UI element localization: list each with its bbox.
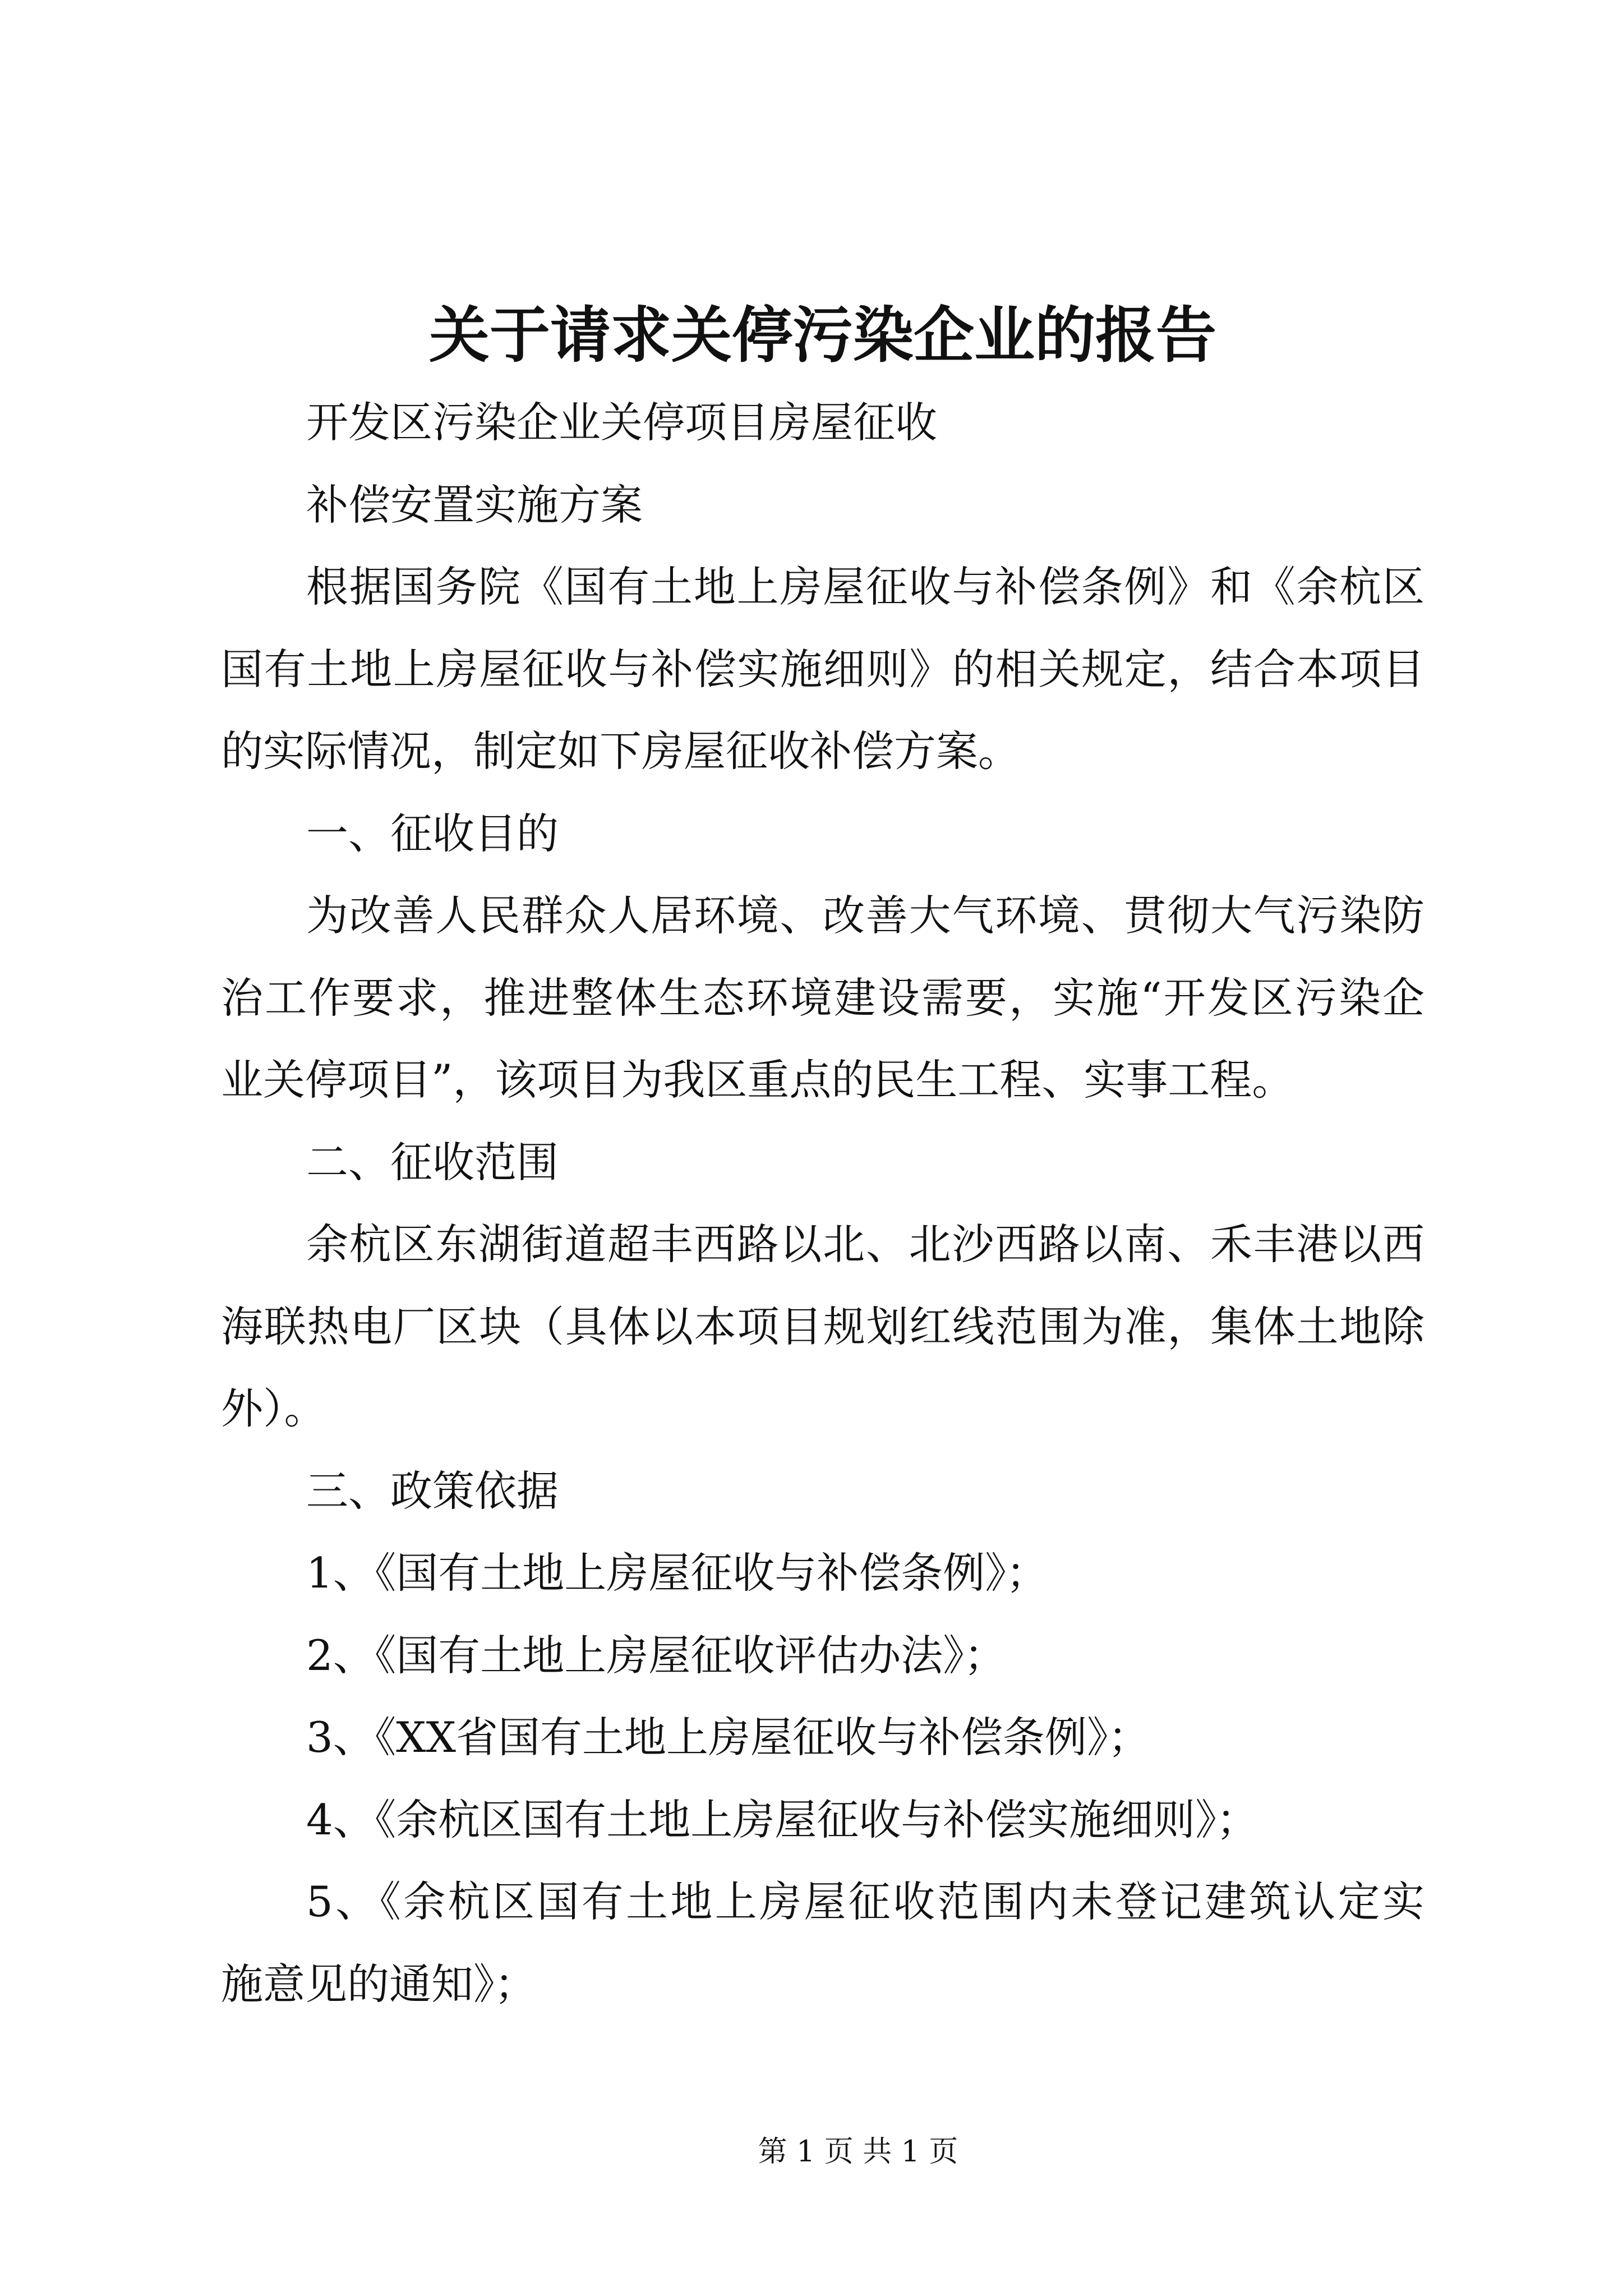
paragraph-line: 治工作要求，推进整体生态环境建设需要，实施“开发区污染企 — [221, 973, 1424, 1023]
paragraph-line: 余杭区东湖街道超丰西路以北、北沙西路以南、禾丰港以西 — [306, 1220, 1424, 1269]
section-heading: 二、征收范围 — [306, 1137, 559, 1187]
document-body — [221, 381, 1424, 2025]
paragraph-line: 海联热电厂区块（具体以本项目规划红线范围为准，集体土地除 — [221, 1301, 1424, 1351]
paragraph-line: 为改善人民群众人居环境、改善大气环境、贯彻大气污染防 — [306, 891, 1424, 940]
paragraph-line: 根据国务院《国有土地上房屋征收与补偿条例》和《余杭区 — [306, 562, 1424, 611]
policy-list-item: 1、《国有土地上房屋征收与补偿条例》； — [306, 1548, 1048, 1598]
section-heading-purpose — [221, 793, 1424, 875]
paragraph-line: 国有土地上房屋征收与补偿实施细则》的相关规定，结合本项目 — [221, 644, 1424, 694]
intro-paragraph — [221, 546, 1424, 793]
paragraph-line: 5、《余杭区国有土地上房屋征收范围内未登记建筑认定实 — [306, 1877, 1424, 1926]
subtitle-paragraph — [221, 381, 1424, 464]
paragraph-line: 外）。 — [221, 1384, 326, 1433]
document-title: 关于请求关停污染企业的报告 — [428, 303, 1216, 368]
section-heading: 一、征收目的 — [306, 808, 559, 858]
purpose-paragraph — [221, 875, 1424, 1121]
section-heading: 三、政策依据 — [306, 1466, 559, 1516]
page-number-footer: 第 1 页 共 1 页 — [758, 2135, 958, 2169]
subtitle-paragraph — [221, 464, 1424, 546]
policy-list-item: 3、《XX省国有土地上房屋征收与补偿条例》； — [306, 1713, 1150, 1762]
section-heading-scope — [221, 1121, 1424, 1204]
policy-list — [221, 1532, 1424, 2025]
subtitle-line: 补偿安置实施方案 — [306, 480, 643, 530]
paragraph-line: 的实际情况，制定如下房屋征收补偿方案。 — [221, 726, 1021, 776]
subtitle-line: 开发区污染企业关停项目房屋征收 — [306, 398, 938, 447]
scope-paragraph — [221, 1203, 1424, 1450]
paragraph-line: 施意见的通知》； — [221, 1959, 537, 2009]
policy-list-item: 2、《国有土地上房屋征收评估办法》； — [306, 1630, 1006, 1680]
policy-list-item — [221, 1861, 1424, 2025]
section-heading-policy — [221, 1450, 1424, 1533]
paragraph-line: 业关停项目”，该项目为我区重点的民生工程、实事工程。 — [221, 1055, 1294, 1105]
policy-list-item: 4、《余杭区国有土地上房屋征收与补偿实施细则》； — [306, 1795, 1258, 1844]
